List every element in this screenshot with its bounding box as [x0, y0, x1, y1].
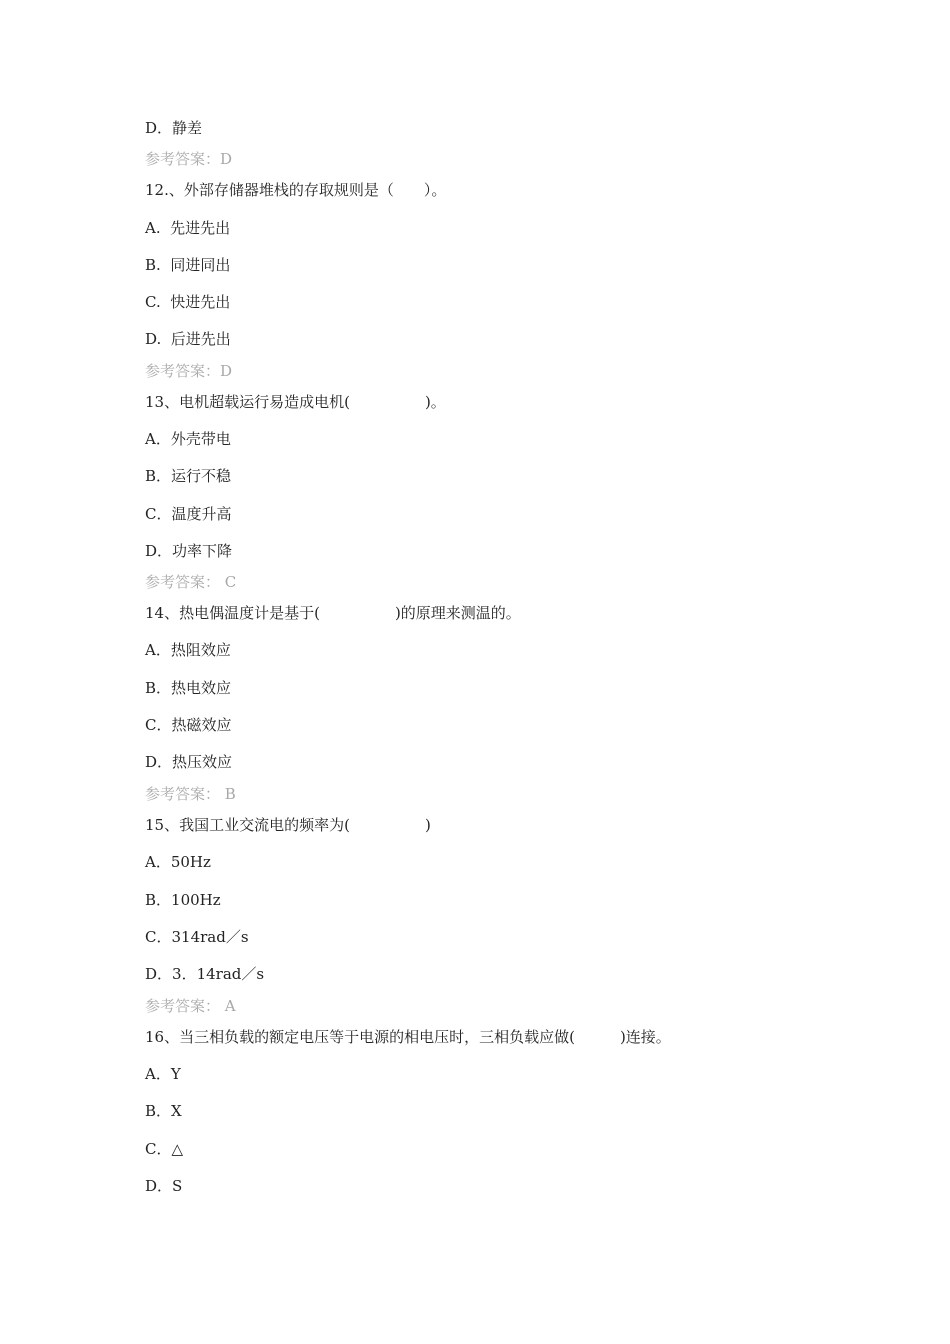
question-15-option-c: C．314rad／s [145, 928, 249, 946]
question-12-option-b: B. 同进同出 [145, 256, 231, 274]
question-14-option-b: B．热电效应 [145, 679, 232, 697]
question-13-option-a: A．外壳带电 [145, 430, 231, 448]
question-16-stem: 16、当三相负载的额定电压等于电源的相电压时，三相负载应做( )连接。 [145, 1028, 671, 1046]
question-14-answer: 参考答案： B [145, 785, 236, 803]
question-15-option-b: B．100Hz [145, 891, 221, 909]
question-13-option-d: D．功率下降 [145, 542, 233, 560]
question-15-option-d: D．3．14rad／s [145, 965, 265, 983]
question-15-option-a: A．50Hz [145, 853, 211, 871]
document-page [145, 0, 905, 1344]
question-13-stem: 13、电机超载运行易造成电机( )。 [145, 393, 446, 411]
question-16-option-b: B．X [145, 1102, 182, 1120]
question-12-option-a: A. 先进先出 [145, 219, 231, 237]
question-16-option-c: C．△ [145, 1140, 184, 1158]
prev-option-d: D．静差 [145, 119, 203, 137]
question-13-option-b: B．运行不稳 [145, 467, 232, 485]
question-16-option-a: A．Y [145, 1065, 181, 1083]
question-14-option-c: C．热磁效应 [145, 716, 232, 734]
question-14-option-d: D．热压效应 [145, 753, 233, 771]
question-15-stem: 15、我国工业交流电的频率为( ) [145, 816, 431, 834]
question-12-option-d: D. 后进先出 [145, 330, 231, 348]
question-13-option-c: C．温度升高 [145, 505, 232, 523]
question-16-option-d: D．S [145, 1177, 183, 1195]
question-13-answer: 参考答案： C [145, 573, 237, 591]
question-14-option-a: A．热阻效应 [145, 641, 231, 659]
question-14-stem: 14、热电偶温度计是基于( )的原理来测温的。 [145, 604, 521, 622]
question-15-answer: 参考答案： A [145, 997, 236, 1015]
prev-answer: 参考答案：D [145, 150, 233, 168]
question-12-answer: 参考答案：D [145, 362, 233, 380]
question-12-stem: 12.、外部存储器堆栈的存取规则是（ ）。 [145, 181, 447, 199]
question-12-option-c: C. 快进先出 [145, 293, 231, 311]
